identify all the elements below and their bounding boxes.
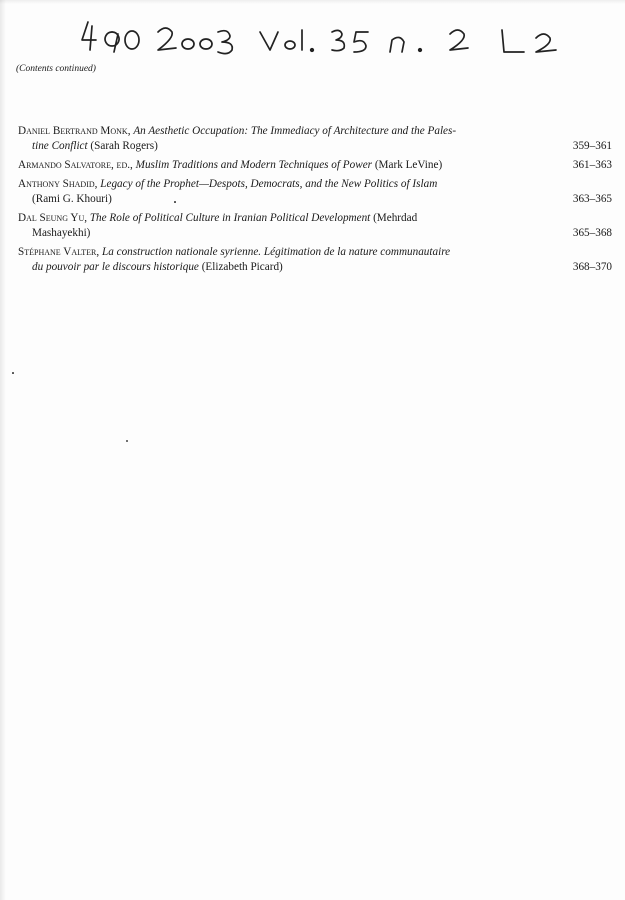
toc-entry-salvatore bbox=[18, 158, 612, 173]
entry-author: Daniel Bertrand Monk bbox=[18, 125, 128, 137]
toc-entry-monk bbox=[18, 124, 612, 154]
toc-entry-line bbox=[18, 158, 550, 173]
toc-entry-line bbox=[18, 211, 550, 226]
scan-top-shadow bbox=[0, 0, 625, 4]
entry-author: Stéphane Valter bbox=[18, 246, 97, 258]
scan-speck bbox=[126, 440, 128, 442]
entry-separator: , bbox=[84, 212, 90, 224]
scan-speck bbox=[174, 201, 176, 203]
scan-speck bbox=[12, 372, 14, 374]
scan-edge-shadow bbox=[0, 0, 6, 900]
toc-entry-line bbox=[18, 124, 550, 139]
entry-author: Anthony Shadid bbox=[18, 178, 95, 190]
entry-title: The Role of Political Culture in Iranian Political Development bbox=[89, 212, 371, 224]
entry-reviewer: (Mehrdad bbox=[370, 212, 418, 224]
entry-title: La construction nationale syrienne. Légitimation de la nature communautaire bbox=[101, 246, 451, 258]
entry-separator: , bbox=[127, 125, 134, 137]
toc-entry-valter bbox=[18, 245, 612, 275]
entry-title: Legacy of the Prophet—Despots, Democrats, and the New Politics of Islam bbox=[100, 178, 438, 190]
entry-reviewer: (Rami G. Khouri) bbox=[32, 193, 112, 205]
entry-separator: , bbox=[94, 178, 101, 190]
table-of-contents bbox=[18, 124, 612, 279]
toc-entry-line bbox=[18, 139, 550, 154]
handwritten-annotation bbox=[80, 12, 600, 60]
entry-separator: , bbox=[130, 159, 136, 171]
toc-entry-line bbox=[18, 177, 550, 192]
entry-author: Armando Salvatore, ed. bbox=[18, 159, 131, 171]
toc-entry-line bbox=[18, 260, 550, 275]
contents-continued-label: (Contents continued) bbox=[16, 64, 96, 74]
entry-pages: 361–363 bbox=[572, 159, 612, 171]
entry-separator: , bbox=[96, 246, 102, 258]
entry-reviewer: (Elizabeth Picard) bbox=[198, 261, 283, 273]
entry-reviewer: (Sarah Rogers) bbox=[87, 140, 158, 152]
entry-reviewer: (Mark LeVine) bbox=[372, 159, 443, 171]
toc-entry-yu bbox=[18, 211, 612, 241]
entry-title: Muslim Traditions and Modern Techniques of Power bbox=[135, 159, 373, 171]
entry-author: Dal Seung Yu bbox=[18, 212, 85, 224]
entry-title-continued: tine Conflict bbox=[32, 140, 88, 152]
entry-pages: 365–368 bbox=[572, 227, 612, 239]
toc-entry-shadid bbox=[18, 177, 612, 207]
toc-entry-line bbox=[18, 226, 550, 241]
entry-title-continued: du pouvoir par le discours historique bbox=[32, 261, 199, 273]
entry-pages: 359–361 bbox=[572, 140, 612, 152]
entry-title: An Aesthetic Occupation: The Immediacy of Architecture and the Pales- bbox=[133, 125, 457, 137]
entry-reviewer-continued: Mashayekhi) bbox=[32, 227, 91, 239]
handwritten-annotation-drawing bbox=[80, 12, 600, 60]
entry-pages: 363–365 bbox=[572, 193, 612, 205]
toc-entry-line bbox=[18, 192, 550, 207]
toc-entry-line bbox=[18, 245, 550, 260]
entry-pages: 368–370 bbox=[572, 261, 612, 273]
